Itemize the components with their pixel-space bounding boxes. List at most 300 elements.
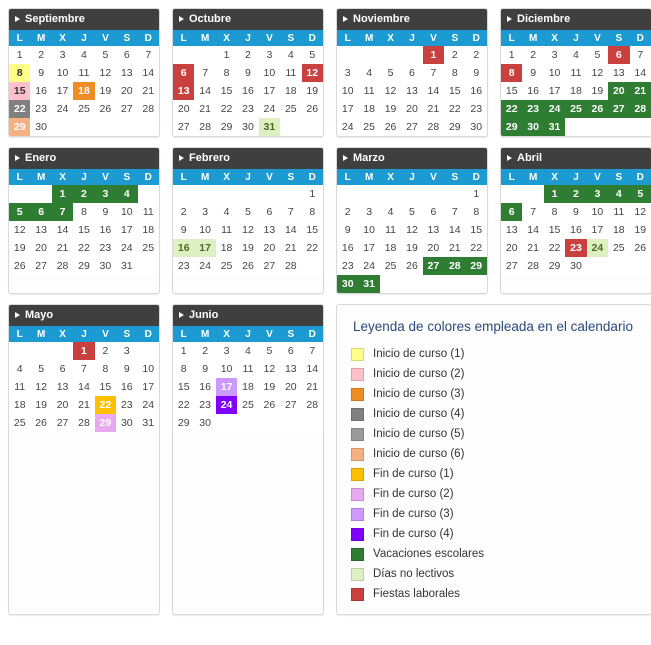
calendar-day-cell[interactable]: 24: [358, 257, 379, 275]
calendar-day-cell[interactable]: 29: [466, 257, 487, 275]
calendar-day-cell[interactable]: 10: [116, 203, 137, 221]
calendar-day-cell[interactable]: 21: [52, 239, 73, 257]
calendar-day-cell[interactable]: 9: [194, 360, 215, 378]
calendar-day-cell[interactable]: 3: [194, 203, 215, 221]
calendar-day-cell[interactable]: 14: [630, 64, 651, 82]
calendar-day-cell[interactable]: 25: [216, 257, 237, 275]
calendar-day-cell[interactable]: 17: [138, 378, 159, 396]
calendar-day-cell[interactable]: 6: [501, 203, 522, 221]
calendar-day-cell[interactable]: 30: [337, 275, 358, 293]
calendar-day-cell[interactable]: 4: [608, 185, 629, 203]
calendar-day-cell[interactable]: 16: [237, 82, 258, 100]
calendar-day-cell[interactable]: 8: [444, 64, 465, 82]
calendar-day-cell[interactable]: 1: [9, 46, 30, 64]
calendar-day-cell[interactable]: 24: [544, 100, 565, 118]
calendar-day-cell[interactable]: 25: [280, 100, 301, 118]
calendar-day-cell[interactable]: 23: [522, 100, 543, 118]
calendar-day-cell[interactable]: 16: [116, 378, 137, 396]
calendar-day-cell[interactable]: 17: [358, 239, 379, 257]
calendar-day-cell[interactable]: 25: [358, 118, 379, 136]
calendar-day-cell[interactable]: 3: [116, 342, 137, 360]
calendar-day-cell[interactable]: 6: [280, 342, 301, 360]
calendar-day-cell[interactable]: 2: [522, 46, 543, 64]
calendar-day-cell[interactable]: 10: [587, 203, 608, 221]
calendar-day-cell[interactable]: 23: [116, 396, 137, 414]
calendar-day-cell[interactable]: 16: [30, 82, 51, 100]
calendar-day-cell[interactable]: 23: [194, 396, 215, 414]
calendar-day-cell[interactable]: 15: [544, 221, 565, 239]
calendar-day-cell[interactable]: 10: [358, 221, 379, 239]
calendar-day-cell[interactable]: 9: [466, 64, 487, 82]
calendar-day-cell[interactable]: 28: [444, 257, 465, 275]
calendar-day-cell[interactable]: 27: [173, 118, 194, 136]
calendar-day-cell[interactable]: 3: [95, 185, 116, 203]
calendar-day-cell[interactable]: 13: [259, 221, 280, 239]
calendar-day-cell[interactable]: 26: [630, 239, 651, 257]
calendar-day-cell[interactable]: 3: [587, 185, 608, 203]
calendar-day-cell[interactable]: 17: [52, 82, 73, 100]
calendar-day-cell[interactable]: 8: [73, 203, 94, 221]
calendar-day-cell[interactable]: 25: [73, 100, 94, 118]
calendar-day-cell[interactable]: 20: [608, 82, 629, 100]
calendar-day-cell[interactable]: 28: [302, 396, 323, 414]
calendar-day-cell[interactable]: 20: [259, 239, 280, 257]
calendar-day-cell[interactable]: 29: [9, 118, 30, 136]
calendar-day-cell[interactable]: 31: [544, 118, 565, 136]
calendar-day-cell[interactable]: 10: [138, 360, 159, 378]
calendar-day-cell[interactable]: 19: [259, 378, 280, 396]
calendar-day-cell[interactable]: 23: [237, 100, 258, 118]
calendar-day-cell[interactable]: 29: [216, 118, 237, 136]
calendar-month-header[interactable]: [173, 9, 323, 30]
calendar-day-cell[interactable]: 27: [423, 257, 444, 275]
calendar-day-cell[interactable]: 23: [95, 239, 116, 257]
calendar-day-cell[interactable]: 1: [173, 342, 194, 360]
calendar-month-header[interactable]: [9, 305, 159, 326]
calendar-day-cell[interactable]: 11: [280, 64, 301, 82]
calendar-day-cell[interactable]: 16: [337, 239, 358, 257]
calendar-day-cell[interactable]: 30: [466, 118, 487, 136]
calendar-day-cell[interactable]: 21: [630, 82, 651, 100]
calendar-day-cell[interactable]: 5: [30, 360, 51, 378]
calendar-day-cell[interactable]: 9: [95, 203, 116, 221]
calendar-day-cell[interactable]: 28: [630, 100, 651, 118]
calendar-day-cell[interactable]: 4: [73, 46, 94, 64]
calendar-day-cell[interactable]: 13: [280, 360, 301, 378]
calendar-day-cell[interactable]: 6: [116, 46, 137, 64]
calendar-day-cell[interactable]: 12: [30, 378, 51, 396]
calendar-day-cell[interactable]: 25: [9, 414, 30, 432]
calendar-day-cell[interactable]: 16: [95, 221, 116, 239]
calendar-day-cell[interactable]: 10: [194, 221, 215, 239]
calendar-day-cell[interactable]: 27: [116, 100, 137, 118]
calendar-day-cell[interactable]: 3: [52, 46, 73, 64]
calendar-day-cell[interactable]: 30: [237, 118, 258, 136]
calendar-month-header[interactable]: [501, 148, 651, 169]
calendar-day-cell[interactable]: 24: [116, 239, 137, 257]
calendar-day-cell[interactable]: 26: [401, 257, 422, 275]
calendar-day-cell[interactable]: 7: [423, 64, 444, 82]
calendar-day-cell[interactable]: 17: [116, 221, 137, 239]
calendar-day-cell[interactable]: 22: [216, 100, 237, 118]
calendar-day-cell[interactable]: 4: [565, 46, 586, 64]
calendar-day-cell[interactable]: 14: [138, 64, 159, 82]
calendar-day-cell[interactable]: 13: [30, 221, 51, 239]
calendar-day-cell[interactable]: 30: [116, 414, 137, 432]
calendar-day-cell[interactable]: 5: [259, 342, 280, 360]
calendar-day-cell[interactable]: 18: [9, 396, 30, 414]
calendar-day-cell[interactable]: 23: [466, 100, 487, 118]
calendar-day-cell[interactable]: 19: [401, 239, 422, 257]
calendar-day-cell[interactable]: 19: [587, 82, 608, 100]
calendar-day-cell[interactable]: 15: [302, 221, 323, 239]
calendar-day-cell[interactable]: 27: [501, 257, 522, 275]
calendar-day-cell[interactable]: 12: [401, 221, 422, 239]
calendar-day-cell[interactable]: 1: [216, 46, 237, 64]
calendar-day-cell[interactable]: 1: [52, 185, 73, 203]
calendar-day-cell[interactable]: 19: [95, 82, 116, 100]
calendar-day-cell[interactable]: 8: [95, 360, 116, 378]
calendar-day-cell[interactable]: 24: [138, 396, 159, 414]
calendar-day-cell[interactable]: 29: [501, 118, 522, 136]
calendar-day-cell[interactable]: 18: [565, 82, 586, 100]
calendar-day-cell[interactable]: 11: [565, 64, 586, 82]
calendar-day-cell[interactable]: 12: [237, 221, 258, 239]
calendar-day-cell[interactable]: 31: [138, 414, 159, 432]
calendar-day-cell[interactable]: 8: [501, 64, 522, 82]
calendar-day-cell[interactable]: 4: [216, 203, 237, 221]
calendar-day-cell[interactable]: 2: [194, 342, 215, 360]
calendar-day-cell[interactable]: 18: [608, 221, 629, 239]
calendar-day-cell[interactable]: 22: [9, 100, 30, 118]
calendar-day-cell[interactable]: 20: [116, 82, 137, 100]
calendar-day-cell[interactable]: 14: [423, 82, 444, 100]
calendar-day-cell[interactable]: 2: [237, 46, 258, 64]
calendar-day-cell[interactable]: 3: [337, 64, 358, 82]
calendar-day-cell[interactable]: 18: [237, 378, 258, 396]
calendar-day-cell[interactable]: 5: [380, 64, 401, 82]
calendar-day-cell[interactable]: 18: [73, 82, 94, 100]
calendar-day-cell[interactable]: 30: [30, 118, 51, 136]
calendar-day-cell[interactable]: 25: [608, 239, 629, 257]
calendar-day-cell[interactable]: 11: [358, 82, 379, 100]
calendar-day-cell[interactable]: 26: [237, 257, 258, 275]
calendar-day-cell[interactable]: 28: [194, 118, 215, 136]
calendar-day-cell[interactable]: 23: [565, 239, 586, 257]
calendar-day-cell[interactable]: 8: [544, 203, 565, 221]
calendar-day-cell[interactable]: 19: [302, 82, 323, 100]
calendar-day-cell[interactable]: 12: [95, 64, 116, 82]
calendar-day-cell[interactable]: 17: [259, 82, 280, 100]
calendar-day-cell[interactable]: 12: [380, 82, 401, 100]
calendar-day-cell[interactable]: 26: [380, 118, 401, 136]
calendar-day-cell[interactable]: 25: [565, 100, 586, 118]
calendar-day-cell[interactable]: 31: [259, 118, 280, 136]
calendar-day-cell[interactable]: 29: [444, 118, 465, 136]
calendar-day-cell[interactable]: 2: [173, 203, 194, 221]
calendar-day-cell[interactable]: 27: [608, 100, 629, 118]
calendar-day-cell[interactable]: 14: [194, 82, 215, 100]
calendar-day-cell[interactable]: 2: [444, 46, 465, 64]
calendar-day-cell[interactable]: 31: [116, 257, 137, 275]
calendar-day-cell[interactable]: 30: [194, 414, 215, 432]
calendar-day-cell[interactable]: 10: [544, 64, 565, 82]
calendar-day-cell[interactable]: 12: [9, 221, 30, 239]
calendar-day-cell[interactable]: 1: [302, 185, 323, 203]
calendar-day-cell[interactable]: 4: [9, 360, 30, 378]
calendar-day-cell[interactable]: 1: [501, 46, 522, 64]
calendar-day-cell[interactable]: 30: [95, 257, 116, 275]
calendar-day-cell[interactable]: 30: [522, 118, 543, 136]
calendar-day-cell[interactable]: 23: [30, 100, 51, 118]
calendar-day-cell[interactable]: 16: [173, 239, 194, 257]
calendar-day-cell[interactable]: 28: [73, 414, 94, 432]
calendar-day-cell[interactable]: 6: [608, 46, 629, 64]
calendar-day-cell[interactable]: 21: [73, 396, 94, 414]
calendar-day-cell[interactable]: 9: [337, 221, 358, 239]
calendar-day-cell[interactable]: 6: [423, 203, 444, 221]
calendar-day-cell[interactable]: 10: [337, 82, 358, 100]
calendar-day-cell[interactable]: 20: [280, 378, 301, 396]
calendar-day-cell[interactable]: 15: [9, 82, 30, 100]
calendar-day-cell[interactable]: 8: [9, 64, 30, 82]
calendar-day-cell[interactable]: 2: [95, 342, 116, 360]
calendar-day-cell[interactable]: 16: [466, 82, 487, 100]
calendar-day-cell[interactable]: 9: [116, 360, 137, 378]
calendar-day-cell[interactable]: 6: [30, 203, 51, 221]
calendar-day-cell[interactable]: 10: [259, 64, 280, 82]
calendar-day-cell[interactable]: 3: [216, 342, 237, 360]
calendar-day-cell[interactable]: 18: [280, 82, 301, 100]
calendar-day-cell[interactable]: 21: [302, 378, 323, 396]
calendar-day-cell[interactable]: 7: [280, 203, 301, 221]
calendar-day-cell[interactable]: 15: [444, 82, 465, 100]
calendar-day-cell[interactable]: 20: [173, 100, 194, 118]
calendar-day-cell[interactable]: 19: [30, 396, 51, 414]
calendar-day-cell[interactable]: 22: [302, 239, 323, 257]
calendar-day-cell[interactable]: 20: [30, 239, 51, 257]
calendar-day-cell[interactable]: 31: [358, 275, 379, 293]
calendar-day-cell[interactable]: 17: [194, 239, 215, 257]
calendar-day-cell[interactable]: 17: [587, 221, 608, 239]
calendar-day-cell[interactable]: 14: [280, 221, 301, 239]
calendar-day-cell[interactable]: 5: [302, 46, 323, 64]
calendar-day-cell[interactable]: 5: [237, 203, 258, 221]
calendar-day-cell[interactable]: 11: [608, 203, 629, 221]
calendar-day-cell[interactable]: 2: [73, 185, 94, 203]
calendar-day-cell[interactable]: 28: [52, 257, 73, 275]
calendar-day-cell[interactable]: 9: [522, 64, 543, 82]
calendar-day-cell[interactable]: 27: [401, 118, 422, 136]
calendar-day-cell[interactable]: 22: [173, 396, 194, 414]
calendar-day-cell[interactable]: 4: [237, 342, 258, 360]
calendar-day-cell[interactable]: 16: [565, 221, 586, 239]
calendar-day-cell[interactable]: 15: [173, 378, 194, 396]
calendar-day-cell[interactable]: 1: [423, 46, 444, 64]
calendar-day-cell[interactable]: 26: [259, 396, 280, 414]
calendar-day-cell[interactable]: 12: [630, 203, 651, 221]
calendar-day-cell[interactable]: 13: [52, 378, 73, 396]
calendar-day-cell[interactable]: 21: [444, 239, 465, 257]
calendar-day-cell[interactable]: 9: [565, 203, 586, 221]
calendar-day-cell[interactable]: 7: [522, 203, 543, 221]
calendar-day-cell[interactable]: 11: [380, 221, 401, 239]
calendar-day-cell[interactable]: 21: [138, 82, 159, 100]
calendar-day-cell[interactable]: 16: [194, 378, 215, 396]
calendar-day-cell[interactable]: 29: [95, 414, 116, 432]
calendar-day-cell[interactable]: 20: [423, 239, 444, 257]
calendar-month-header[interactable]: [173, 305, 323, 326]
calendar-day-cell[interactable]: 8: [302, 203, 323, 221]
calendar-day-cell[interactable]: 15: [95, 378, 116, 396]
calendar-day-cell[interactable]: 28: [138, 100, 159, 118]
calendar-day-cell[interactable]: 28: [522, 257, 543, 275]
calendar-month-header[interactable]: [9, 9, 159, 30]
calendar-day-cell[interactable]: 10: [216, 360, 237, 378]
calendar-day-cell[interactable]: 3: [259, 46, 280, 64]
calendar-day-cell[interactable]: 20: [52, 396, 73, 414]
calendar-day-cell[interactable]: 4: [280, 46, 301, 64]
calendar-day-cell[interactable]: 8: [173, 360, 194, 378]
calendar-day-cell[interactable]: 18: [216, 239, 237, 257]
calendar-day-cell[interactable]: 1: [73, 342, 94, 360]
calendar-day-cell[interactable]: 30: [565, 257, 586, 275]
calendar-day-cell[interactable]: 22: [444, 100, 465, 118]
calendar-day-cell[interactable]: 22: [544, 239, 565, 257]
calendar-day-cell[interactable]: 14: [73, 378, 94, 396]
calendar-day-cell[interactable]: 18: [380, 239, 401, 257]
calendar-day-cell[interactable]: 15: [466, 221, 487, 239]
calendar-day-cell[interactable]: 11: [237, 360, 258, 378]
calendar-day-cell[interactable]: 19: [380, 100, 401, 118]
calendar-day-cell[interactable]: 15: [501, 82, 522, 100]
calendar-day-cell[interactable]: 13: [608, 64, 629, 82]
calendar-day-cell[interactable]: 27: [259, 257, 280, 275]
calendar-day-cell[interactable]: 14: [52, 221, 73, 239]
calendar-day-cell[interactable]: 8: [216, 64, 237, 82]
calendar-day-cell[interactable]: 3: [358, 203, 379, 221]
calendar-day-cell[interactable]: 5: [630, 185, 651, 203]
calendar-day-cell[interactable]: 25: [237, 396, 258, 414]
calendar-day-cell[interactable]: 22: [73, 239, 94, 257]
calendar-day-cell[interactable]: 13: [423, 221, 444, 239]
calendar-day-cell[interactable]: 9: [237, 64, 258, 82]
calendar-day-cell[interactable]: 12: [302, 64, 323, 82]
calendar-day-cell[interactable]: 28: [423, 118, 444, 136]
calendar-day-cell[interactable]: 19: [630, 221, 651, 239]
calendar-day-cell[interactable]: 26: [587, 100, 608, 118]
calendar-day-cell[interactable]: 24: [216, 396, 237, 414]
calendar-day-cell[interactable]: 14: [444, 221, 465, 239]
calendar-day-cell[interactable]: 7: [302, 342, 323, 360]
calendar-day-cell[interactable]: 23: [337, 257, 358, 275]
calendar-day-cell[interactable]: 18: [138, 221, 159, 239]
calendar-day-cell[interactable]: 7: [630, 46, 651, 64]
calendar-day-cell[interactable]: 13: [401, 82, 422, 100]
calendar-day-cell[interactable]: 7: [194, 64, 215, 82]
calendar-day-cell[interactable]: 11: [216, 221, 237, 239]
calendar-day-cell[interactable]: 22: [501, 100, 522, 118]
calendar-day-cell[interactable]: 25: [380, 257, 401, 275]
calendar-day-cell[interactable]: 28: [280, 257, 301, 275]
calendar-day-cell[interactable]: 26: [30, 414, 51, 432]
calendar-day-cell[interactable]: 14: [302, 360, 323, 378]
calendar-day-cell[interactable]: 24: [259, 100, 280, 118]
calendar-month-header[interactable]: [337, 148, 487, 169]
calendar-day-cell[interactable]: 2: [565, 185, 586, 203]
calendar-day-cell[interactable]: 3: [544, 46, 565, 64]
calendar-day-cell[interactable]: 21: [522, 239, 543, 257]
calendar-day-cell[interactable]: 6: [259, 203, 280, 221]
calendar-day-cell[interactable]: 27: [30, 257, 51, 275]
calendar-day-cell[interactable]: 13: [116, 64, 137, 82]
calendar-day-cell[interactable]: 2: [337, 203, 358, 221]
calendar-day-cell[interactable]: 20: [501, 239, 522, 257]
calendar-day-cell[interactable]: 26: [9, 257, 30, 275]
calendar-day-cell[interactable]: 24: [587, 239, 608, 257]
calendar-day-cell[interactable]: 8: [466, 203, 487, 221]
calendar-day-cell[interactable]: 29: [173, 414, 194, 432]
calendar-day-cell[interactable]: 15: [73, 221, 94, 239]
calendar-day-cell[interactable]: 12: [587, 64, 608, 82]
calendar-day-cell[interactable]: 10: [52, 64, 73, 82]
calendar-day-cell[interactable]: 17: [544, 82, 565, 100]
calendar-day-cell[interactable]: 22: [466, 239, 487, 257]
calendar-day-cell[interactable]: 17: [216, 378, 237, 396]
calendar-day-cell[interactable]: 17: [337, 100, 358, 118]
calendar-month-header[interactable]: [337, 9, 487, 30]
calendar-day-cell[interactable]: 27: [280, 396, 301, 414]
calendar-day-cell[interactable]: 25: [138, 239, 159, 257]
calendar-day-cell[interactable]: 9: [30, 64, 51, 82]
calendar-day-cell[interactable]: 12: [259, 360, 280, 378]
calendar-day-cell[interactable]: 13: [501, 221, 522, 239]
calendar-day-cell[interactable]: 24: [337, 118, 358, 136]
calendar-day-cell[interactable]: 4: [380, 203, 401, 221]
calendar-day-cell[interactable]: 23: [173, 257, 194, 275]
calendar-day-cell[interactable]: 9: [173, 221, 194, 239]
calendar-day-cell[interactable]: 1: [544, 185, 565, 203]
calendar-day-cell[interactable]: 7: [73, 360, 94, 378]
calendar-month-header[interactable]: [501, 9, 651, 30]
calendar-day-cell[interactable]: 26: [95, 100, 116, 118]
calendar-day-cell[interactable]: 15: [216, 82, 237, 100]
calendar-day-cell[interactable]: 19: [9, 239, 30, 257]
calendar-day-cell[interactable]: 11: [138, 203, 159, 221]
calendar-day-cell[interactable]: 20: [401, 100, 422, 118]
calendar-day-cell[interactable]: 6: [173, 64, 194, 82]
calendar-day-cell[interactable]: 13: [173, 82, 194, 100]
calendar-day-cell[interactable]: 21: [280, 239, 301, 257]
calendar-day-cell[interactable]: 21: [194, 100, 215, 118]
calendar-day-cell[interactable]: 16: [522, 82, 543, 100]
calendar-day-cell[interactable]: 6: [401, 64, 422, 82]
calendar-day-cell[interactable]: 2: [30, 46, 51, 64]
calendar-day-cell[interactable]: 21: [423, 100, 444, 118]
calendar-day-cell[interactable]: 5: [95, 46, 116, 64]
calendar-day-cell[interactable]: 29: [544, 257, 565, 275]
calendar-day-cell[interactable]: 11: [9, 378, 30, 396]
calendar-day-cell[interactable]: 6: [52, 360, 73, 378]
calendar-day-cell[interactable]: 19: [237, 239, 258, 257]
calendar-day-cell[interactable]: 7: [138, 46, 159, 64]
calendar-day-cell[interactable]: 29: [73, 257, 94, 275]
calendar-day-cell[interactable]: 26: [302, 100, 323, 118]
calendar-day-cell[interactable]: 5: [9, 203, 30, 221]
calendar-day-cell[interactable]: 5: [587, 46, 608, 64]
calendar-day-cell[interactable]: 18: [358, 100, 379, 118]
calendar-day-cell[interactable]: 24: [52, 100, 73, 118]
